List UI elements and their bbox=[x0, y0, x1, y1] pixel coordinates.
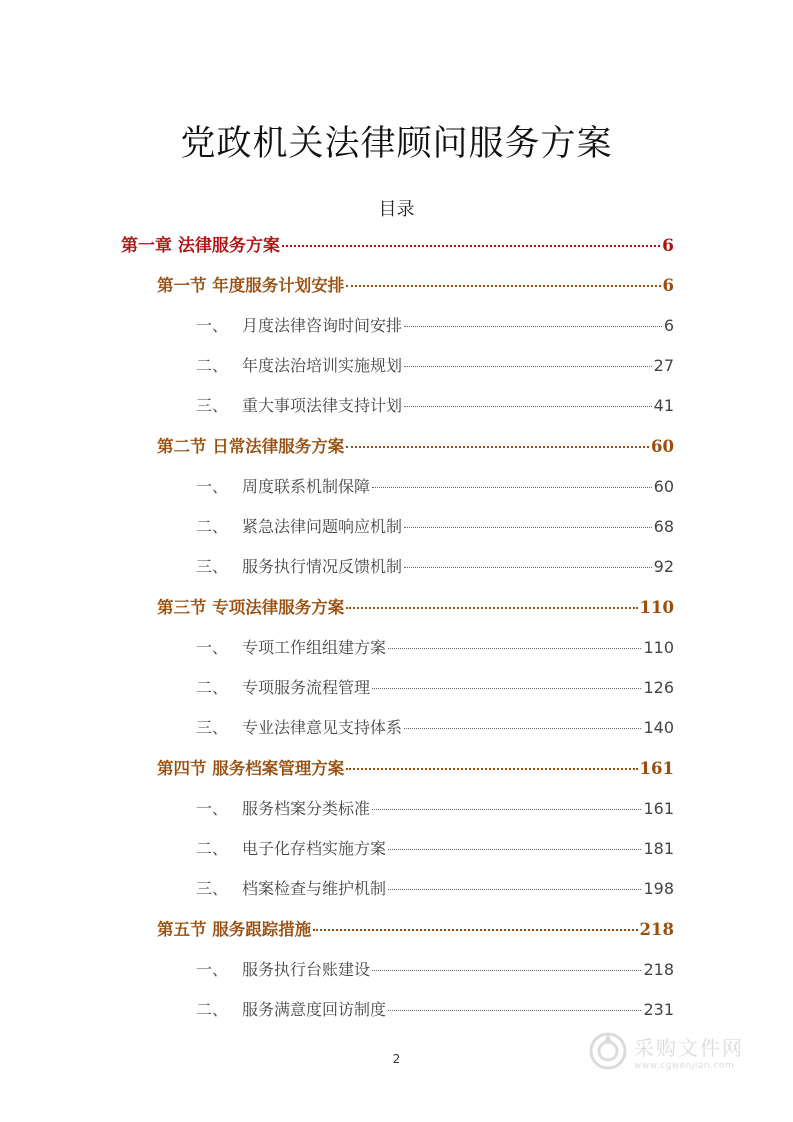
toc-leader bbox=[404, 326, 662, 327]
toc-entry-number: 二、 bbox=[196, 678, 229, 697]
watermark-name: 采购文件网 bbox=[634, 1035, 744, 1060]
toc-entry-number: 三、 bbox=[196, 557, 229, 576]
toc-entry-page: 110 bbox=[643, 638, 674, 657]
watermark-url: www.cgwenjian.com bbox=[634, 1060, 735, 1071]
watermark-logo-icon bbox=[588, 1031, 628, 1071]
toc-leader bbox=[372, 970, 641, 971]
toc-entry-section-2[interactable] bbox=[157, 433, 674, 457]
toc-entry-label: 电子化存档实施方案 bbox=[242, 839, 387, 858]
toc-entry-number: 二、 bbox=[196, 517, 229, 536]
toc-leader bbox=[346, 446, 649, 448]
toc-entry-page: 60 bbox=[653, 477, 674, 496]
toc-leader bbox=[388, 849, 641, 850]
toc-leader bbox=[313, 929, 637, 931]
toc-leader bbox=[404, 728, 641, 729]
toc-entry-label: 周度联系机制保障 bbox=[242, 477, 371, 496]
toc-leader bbox=[346, 607, 637, 609]
toc-entry-section-1[interactable] bbox=[157, 272, 674, 296]
toc-leader bbox=[346, 285, 660, 287]
toc-entry-page: 6 bbox=[662, 276, 674, 295]
toc-leader bbox=[404, 406, 652, 407]
toc-entry-page: 110 bbox=[639, 598, 674, 617]
toc-entry-item[interactable] bbox=[196, 836, 674, 860]
toc-entry-item[interactable] bbox=[196, 876, 674, 900]
toc-entry-item[interactable] bbox=[196, 353, 674, 377]
toc-entry-number: 一、 bbox=[196, 477, 229, 496]
toc-leader bbox=[282, 245, 660, 247]
toc-leader bbox=[372, 688, 641, 689]
toc-entry-item[interactable] bbox=[196, 675, 674, 699]
toc-entry-page: 218 bbox=[639, 920, 674, 939]
toc-entry-label: 紧急法律问题响应机制 bbox=[242, 517, 403, 536]
toc-leader bbox=[404, 567, 652, 568]
toc-entry-label: 月度法律咨询时间安排 bbox=[242, 316, 403, 335]
toc-entry-section-3[interactable] bbox=[157, 594, 674, 618]
toc-entry-page: 68 bbox=[653, 517, 674, 536]
toc-entry-item[interactable] bbox=[196, 957, 674, 981]
toc-leader bbox=[388, 648, 641, 649]
page-number: 2 bbox=[392, 1052, 401, 1066]
toc-entry-page: 181 bbox=[643, 839, 674, 858]
toc-entry-section-4[interactable] bbox=[157, 755, 674, 779]
toc-entry-item[interactable] bbox=[196, 796, 674, 820]
toc-heading: 目录 bbox=[378, 199, 415, 220]
watermark bbox=[588, 1027, 758, 1075]
toc-entry-label: 服务执行情况反馈机制 bbox=[242, 557, 403, 576]
toc-entry-number: 二、 bbox=[196, 1000, 229, 1019]
toc-entry-label: 年度法治培训实施规划 bbox=[242, 356, 403, 375]
toc-leader bbox=[372, 809, 641, 810]
toc-entry-number: 二、 bbox=[196, 356, 229, 375]
toc-entry-number: 一、 bbox=[196, 316, 229, 335]
toc-leader bbox=[404, 527, 652, 528]
toc-entry-label: 第一章 法律服务方案 bbox=[121, 236, 280, 256]
toc-entry-number: 三、 bbox=[196, 879, 229, 898]
toc-entry-label: 第二节 日常法律服务方案 bbox=[157, 437, 345, 456]
page-title: 党政机关法律顾问服务方案 bbox=[180, 124, 613, 164]
toc-entry-page: 6 bbox=[663, 316, 674, 335]
toc-entry-page: 218 bbox=[643, 960, 674, 979]
toc-entry-label: 档案检查与维护机制 bbox=[242, 879, 387, 898]
toc-entry-number: 一、 bbox=[196, 638, 229, 657]
toc-entry-item[interactable] bbox=[196, 997, 674, 1021]
toc-leader bbox=[388, 1010, 641, 1011]
toc-entry-label: 第五节 服务跟踪措施 bbox=[157, 920, 312, 939]
toc-entry-label: 专项工作组组建方案 bbox=[242, 638, 387, 657]
toc-entry-number: 二、 bbox=[196, 839, 229, 858]
toc-entry-number: 三、 bbox=[196, 396, 229, 415]
toc-entry-page: 41 bbox=[653, 396, 674, 415]
toc-entry-label: 第三节 专项法律服务方案 bbox=[157, 598, 345, 617]
toc-entry-page: 6 bbox=[662, 236, 674, 256]
toc-entry-page: 60 bbox=[651, 437, 674, 456]
toc-entry-label: 专业法律意见支持体系 bbox=[242, 718, 403, 737]
toc-entry-page: 92 bbox=[653, 557, 674, 576]
toc-entry-item[interactable] bbox=[196, 313, 674, 337]
toc-entry-label: 第一节 年度服务计划安排 bbox=[157, 276, 345, 295]
toc-entry-number: 三、 bbox=[196, 718, 229, 737]
toc-entry-item[interactable] bbox=[196, 635, 674, 659]
toc-leader bbox=[346, 768, 637, 770]
toc-entry-label: 重大事项法律支持计划 bbox=[242, 396, 403, 415]
toc-entry-item[interactable] bbox=[196, 474, 674, 498]
toc-leader bbox=[404, 366, 652, 367]
toc-entry-page: 161 bbox=[643, 799, 674, 818]
toc-entry-page: 27 bbox=[653, 356, 674, 375]
toc-entry-label: 第四节 服务档案管理方案 bbox=[157, 759, 345, 778]
toc-entry-item[interactable] bbox=[196, 554, 674, 578]
toc-entry-page: 161 bbox=[639, 759, 674, 778]
toc-entry-number: 一、 bbox=[196, 799, 229, 818]
toc-entry-chapter-1[interactable] bbox=[121, 231, 674, 255]
toc-entry-label: 专项服务流程管理 bbox=[242, 678, 371, 697]
toc-entry-label: 服务执行台账建设 bbox=[242, 960, 371, 979]
toc-leader bbox=[372, 487, 652, 488]
toc-entry-section-5[interactable] bbox=[157, 916, 674, 940]
toc-entry-label: 服务档案分类标准 bbox=[242, 799, 371, 818]
toc-entry-number: 一、 bbox=[196, 960, 229, 979]
toc-entry-page: 198 bbox=[643, 879, 674, 898]
toc-entry-page: 231 bbox=[643, 1000, 674, 1019]
toc-entry-item[interactable] bbox=[196, 514, 674, 538]
toc-entry-label: 服务满意度回访制度 bbox=[242, 1000, 387, 1019]
toc-entry-page: 140 bbox=[643, 718, 674, 737]
toc-entry-item[interactable] bbox=[196, 715, 674, 739]
toc-entry-item[interactable] bbox=[196, 393, 674, 417]
toc-leader bbox=[388, 889, 641, 890]
toc-entry-page: 126 bbox=[643, 678, 674, 697]
